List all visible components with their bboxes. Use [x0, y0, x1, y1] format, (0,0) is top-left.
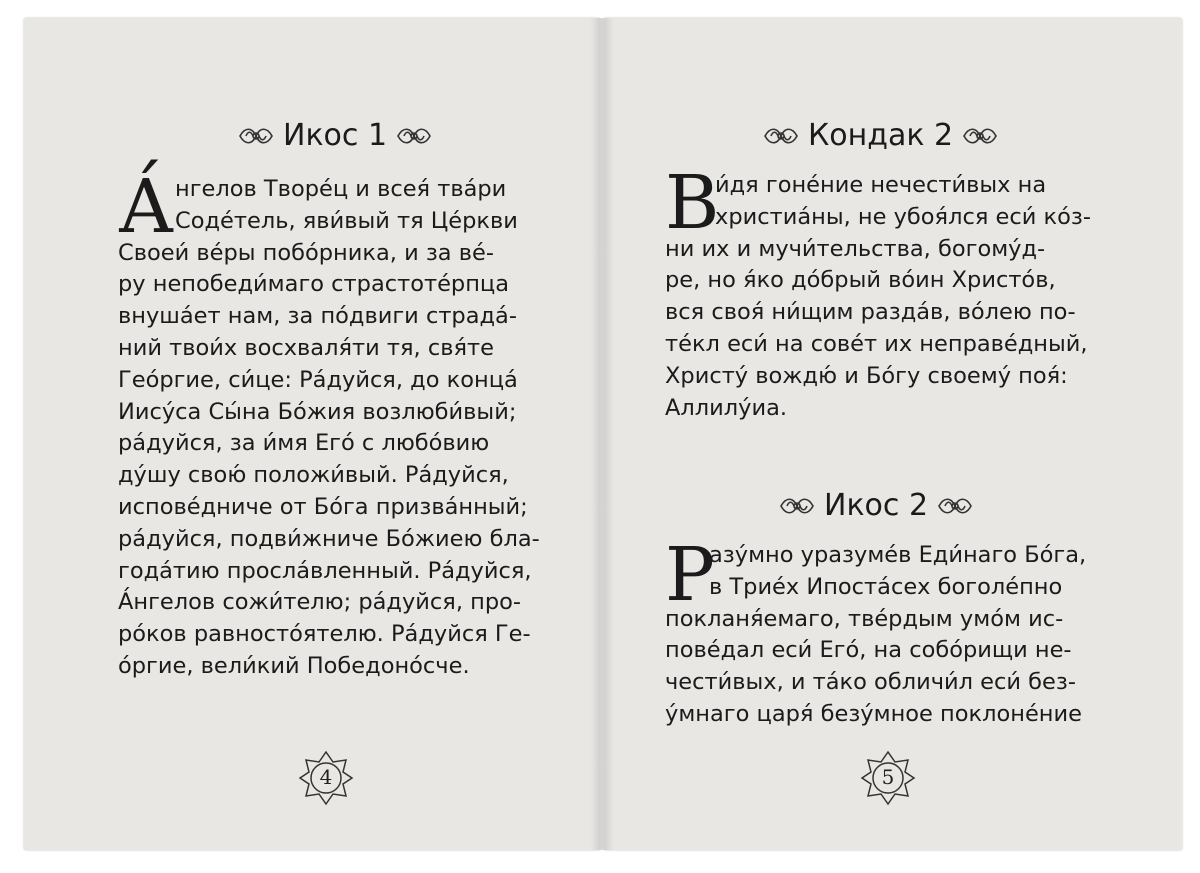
knot-ornament-icon [762, 123, 800, 149]
text-line: покланя́емаго, тве́рдым умо́м ис- [665, 605, 1064, 632]
kontak-heading [762, 118, 999, 153]
text-line: христиа́ны, не убоя́лся еси́ ко́з- [715, 203, 1091, 230]
page-number-text: 4 [319, 765, 333, 789]
text-line: и́дя гоне́ние нечести́вых на [715, 172, 1047, 198]
kontak-dropcap: В [665, 160, 720, 246]
page-number-4 [296, 748, 356, 808]
text-line: о́ргие, вели́кий Победоно́сче. [118, 652, 470, 679]
text-line: пове́дал еси́ Его́, на собо́рищи не- [665, 637, 1072, 664]
left-dropcap: А́ [118, 164, 175, 250]
text-line: ру непобеди́маго страстоте́рпца [118, 271, 510, 298]
ikos-dropcap: Р [665, 532, 715, 618]
text-line: в Трие́х Ипоста́сех боголе́пно [709, 573, 1063, 600]
book-gutter [590, 18, 614, 850]
knot-ornament-icon [936, 493, 974, 519]
text-line: азу́мно уразуме́в Еди́наго Бо́га, [709, 542, 1087, 568]
text-line: ра́дуйся, подви́жниче Бо́жиею бла- [118, 525, 540, 552]
text-line: внуша́ет нам, за по́двиги страда́- [118, 303, 517, 330]
text-line: те́кл еси́ на сове́т их неправе́дный, [665, 330, 1088, 357]
book-spread [24, 18, 1182, 850]
kontak-heading-text: Кондак 2 [808, 118, 954, 153]
text-line: Иису́са Сы́на Бо́жия возлюби́вый; [118, 398, 517, 425]
text-line: года́тию просла́вленный. Ра́дуйся, [118, 557, 532, 584]
page-number-text: 5 [881, 765, 895, 789]
left-heading [237, 118, 433, 153]
ikos-heading-text: Икос 2 [824, 488, 929, 523]
text-line: ду́шу свою́ положи́вый. Ра́дуйся, [118, 462, 509, 489]
text-line: испове́дниче от Бо́га призва́нный; [118, 493, 528, 520]
text-line: Аллилу́иа. [665, 394, 788, 421]
knot-ornament-icon [395, 123, 433, 149]
text-line: Соде́тель, яви́вый тя Це́ркви [175, 207, 518, 234]
text-line: ро́ков равносто́ятелю. Ра́дуйся Ге- [118, 621, 531, 648]
text-line: нгелов Творе́ц и всея́ тва́ри [175, 176, 507, 202]
text-line: Гео́ргие, си́це: Ра́дуйся, до конца́ [118, 366, 518, 393]
knot-ornament-icon [237, 123, 275, 149]
page-number-5 [858, 748, 918, 808]
text-line: ре, но я́ко до́брый во́ин Христо́в, [665, 267, 1056, 294]
text-line: у́мнаго царя́ безу́мное поклоне́ние [665, 700, 1082, 727]
text-line: А́нгелов сожи́телю; ра́дуйся, про- [118, 589, 522, 616]
text-line: чести́вых, и та́ко обличи́л еси́ без- [665, 669, 1076, 696]
knot-ornament-icon [778, 493, 816, 519]
kontak-text-body [665, 170, 1091, 424]
text-line: Своеи́ ве́ры побо́рника, и за ве́- [118, 239, 494, 266]
left-text-body [118, 174, 540, 683]
text-line: Христу́ вождю́ и Бо́гу своему́ поя́: [665, 362, 1068, 389]
text-line: ни их и мучи́тельства, богому́д- [665, 235, 1046, 262]
left-page [24, 18, 600, 850]
left-heading-text: Икос 1 [283, 118, 388, 153]
text-line: ний твои́х восхваля́ти тя, свя́те [118, 334, 494, 361]
ikos-text-body [665, 532, 1087, 731]
ikos-heading [778, 488, 974, 523]
text-line: ра́дуйся, за и́мя Его́ с любо́вию [118, 430, 490, 457]
right-page [604, 18, 1182, 850]
knot-ornament-icon [961, 123, 999, 149]
text-line: вся своя́ ни́щим разда́в, во́лею по- [665, 299, 1076, 326]
